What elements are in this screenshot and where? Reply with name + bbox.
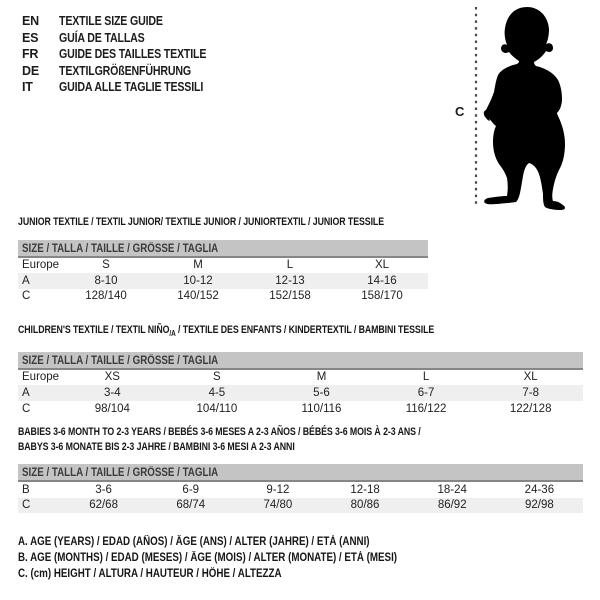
lang-code: FR bbox=[22, 47, 39, 62]
lang-title: GUÍA DE TALLAS bbox=[59, 30, 145, 45]
lang-row-en bbox=[22, 13, 232, 30]
table-row: A 3-4 4-5 5-6 6-7 7-8 bbox=[18, 385, 583, 401]
height-label-c: C bbox=[455, 104, 465, 119]
table-title-line1: BABIES 3-6 MONTH TO 2-3 YEARS / BEBÉS 3-6 MESES A 2-3 AÑOS / BÉBÉS 3-6 MOIS À 2-3 ANS / bbox=[18, 426, 421, 438]
lang-row-it bbox=[22, 79, 232, 96]
language-header bbox=[22, 13, 232, 96]
lang-code: DE bbox=[22, 63, 39, 78]
lang-title: GUIDA ALLE TAGLIE TESSILI bbox=[59, 80, 204, 95]
legend-line-a: A. AGE (YEARS) / EDAD (AÑOS) / ÂGE (ANS) / ALTER (JAHRE) / ETÀ (ANNI) bbox=[18, 536, 370, 548]
babies-table-section bbox=[18, 425, 583, 513]
lang-title: TEXTILGRÖßENFÜHRUNG bbox=[59, 63, 191, 78]
table-title-line2: BABYS 3-6 MONATE BIS 2-3 JAHRE / BAMBINI 3-6 MESI A 2-3 ANNI bbox=[18, 440, 295, 453]
table-row: Europe XS S M L XL bbox=[22, 371, 538, 384]
baby-silhouette-path bbox=[484, 7, 565, 210]
lang-code: IT bbox=[22, 80, 33, 95]
babies-size-table bbox=[18, 482, 583, 513]
table-row: C 128/140 140/152 152/158 158/170 bbox=[22, 290, 403, 303]
table-row: C 62/68 68/74 74/80 80/86 86/92 92/98 bbox=[18, 498, 583, 514]
title-subscript: /A bbox=[169, 329, 176, 339]
table-row: B 3-6 6-9 9-12 12-18 18-24 24-36 bbox=[22, 483, 555, 496]
baby-silhouette-icon bbox=[450, 0, 600, 215]
baby-figure bbox=[450, 0, 600, 215]
lang-code: ES bbox=[22, 30, 39, 45]
table-row: A 8-10 10-12 12-13 14-16 bbox=[18, 273, 428, 289]
lang-row-de bbox=[22, 63, 232, 80]
table-row: Europe S M L XL bbox=[22, 259, 390, 272]
lang-title: GUIDE DES TAILLES TEXTILE bbox=[59, 47, 207, 62]
size-header-bar: SIZE / TALLA / TAILLE / GRÖSSE / TAGLIA bbox=[18, 464, 583, 482]
junior-table-section bbox=[18, 215, 428, 304]
legend-line-b: B. AGE (MONTHS) / EDAD (MESES) / ÂGE (MOIS) / ALTER (MONATE) / ETÀ (MESI) bbox=[18, 551, 398, 564]
children-size-table bbox=[18, 370, 583, 417]
measurement-legend bbox=[18, 535, 464, 582]
table-title: CHILDREN'S TEXTILE / TEXTIL $NIÑO_{/A}$ / TEXTILE DES ENFANTS / KINDERTEXTIL / BAMBINI TESSILE bbox=[18, 324, 435, 339]
children-table-section bbox=[18, 323, 583, 416]
size-header-bar: SIZE / TALLA / TAILLE / GRÖSSE / TAGLIA bbox=[18, 352, 583, 370]
junior-size-table bbox=[18, 258, 428, 305]
table-row: C 98/104 104/110 110/116 116/122 122/128 bbox=[22, 402, 552, 415]
lang-title: TEXTILE SIZE GUIDE bbox=[59, 14, 163, 29]
table-title: JUNIOR TEXTILE / TEXTIL JUNIOR/ TEXTILE JUNIOR / JUNIORTEXTIL / JUNIOR TESSILE bbox=[18, 216, 385, 228]
lang-row-es bbox=[22, 30, 232, 47]
lang-row-fr bbox=[22, 46, 232, 63]
legend-line-c: C. (cm) HEIGHT / ALTURA / HAUTEUR / HÖHE / ALTEZZA bbox=[18, 567, 282, 580]
lang-code: EN bbox=[22, 14, 39, 29]
size-header-bar: SIZE / TALLA / TAILLE / GRÖSSE / TAGLIA bbox=[18, 240, 428, 258]
